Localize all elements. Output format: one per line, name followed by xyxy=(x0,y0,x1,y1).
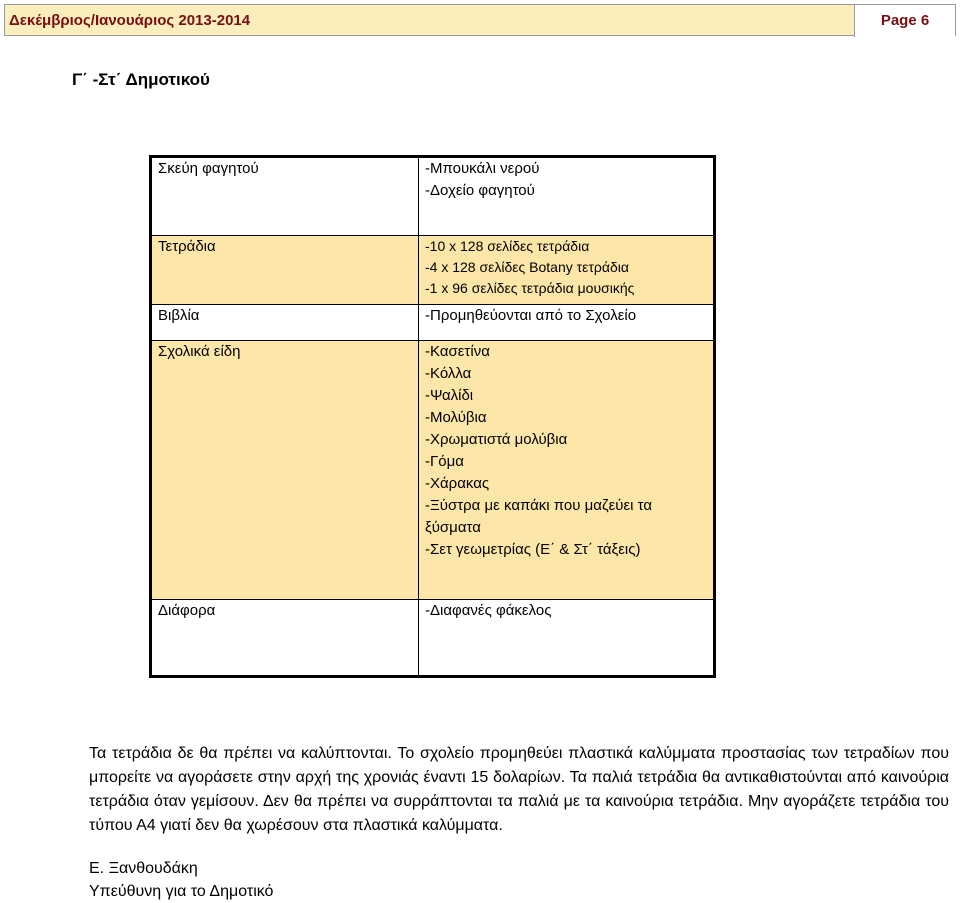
items-cell xyxy=(419,341,715,599)
category-cell: Σχολικά είδη xyxy=(151,341,419,599)
items-cell xyxy=(419,599,715,676)
table-row xyxy=(151,236,715,305)
list-item: -Δοχείο φαγητού xyxy=(425,182,535,199)
supplies-table xyxy=(149,155,716,678)
category-cell: Τετράδια xyxy=(151,236,419,305)
signature-role: Υπεύθυνη για το Δημοτικό xyxy=(89,883,274,900)
list-item: -Χρωματιστά μολύβια xyxy=(425,431,568,449)
signature-block xyxy=(89,857,273,903)
table-row xyxy=(151,599,715,676)
list-item: -Χάρακας xyxy=(425,475,490,493)
list-item: -10 x 128 σελίδες τετράδια xyxy=(425,238,590,255)
list-item: -Κόλλα xyxy=(425,365,472,383)
list-item: -1 x 96 σελίδες τετράδια μουσικής xyxy=(425,280,635,297)
items-cell xyxy=(419,236,715,305)
items-cell xyxy=(419,304,715,340)
list-item: -Προμηθεύονται από το Σχολείο xyxy=(425,306,637,324)
section-title: Γ΄ -Στ΄ Δημοτικού xyxy=(72,70,210,89)
signature-name: Ε. Ξανθουδάκη xyxy=(89,860,198,877)
table-row xyxy=(151,341,715,599)
list-item: -Ξύστρα με καπάκι που μαζεύει τα ξύσματα xyxy=(425,497,653,537)
page-number: Page 6 xyxy=(854,5,955,37)
items-cell xyxy=(419,157,715,236)
list-item: -Κασετίνα xyxy=(425,343,490,361)
list-item: -Γόμα xyxy=(425,453,464,471)
table-row xyxy=(151,304,715,340)
table-row xyxy=(151,157,715,236)
category-cell: Βιβλία xyxy=(151,304,419,340)
list-item: -4 x 128 σελίδες Botany τετράδια xyxy=(425,259,629,276)
list-item: -Διαφανές φάκελος xyxy=(425,601,552,619)
category-cell: Σκεύη φαγητού xyxy=(151,157,419,236)
list-item: -Ψαλίδι xyxy=(425,387,474,405)
header-period: Δεκέμβριος/Ιανουάριος 2013-2014 xyxy=(9,12,251,29)
list-item: -Σετ γεωμετρίας (Ε΄ & Στ΄ τάξεις) xyxy=(425,541,641,559)
list-item: -Μολύβια xyxy=(425,409,487,427)
list-item: -Μπουκάλι νερού xyxy=(425,160,540,177)
page-header xyxy=(4,4,956,36)
notebooks-note: Τα τετράδια δε θα πρέπει να καλύπτονται. Το σχολείο προμηθεύει πλαστικά καλύμματα προστασίας των τετραδίων που μπορείτε να αγοράσετε στην αρχή της χρονιάς έναντι 15 δολαρίων. Τα παλιά τετράδια θα αντικαθιστούνται από καινούρια τετράδια όταν γεμίσουν. Δεν θα πρέπει να συρράπτονται τα παλιά με τα καινούρια τετράδια. Μην αγοράζετε τετράδια του τύπου Α4 γιατί δεν θα χωρέσουν στα πλαστικά καλύμματα. xyxy=(89,745,949,834)
category-cell: Διάφορα xyxy=(151,599,419,676)
